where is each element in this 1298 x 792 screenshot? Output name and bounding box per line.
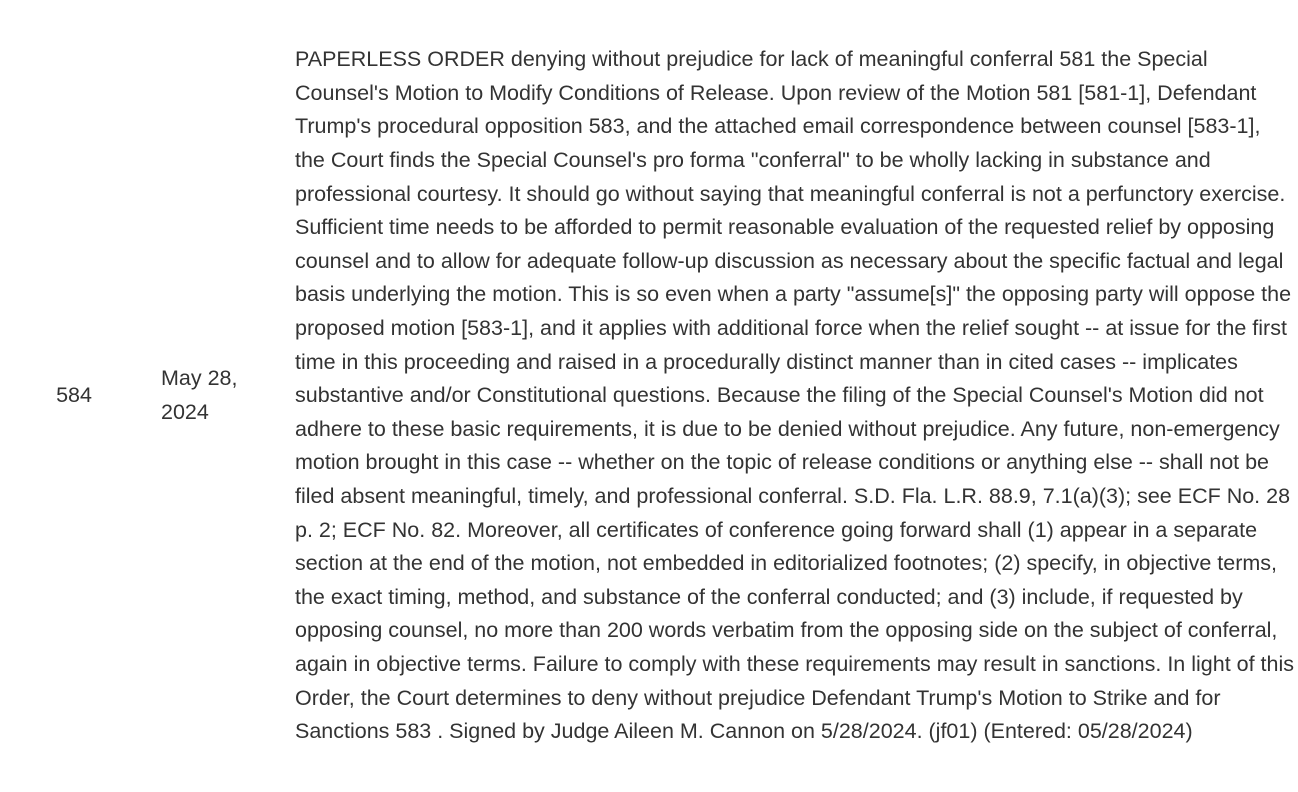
docket-entry-date: May 28, 2024 [161,366,238,424]
docket-entry-description: PAPERLESS ORDER denying without prejudice for lack of meaningful conferral 581 the Special Counsel's Motion to Modify Conditions of Release. Upon review of the Motion 581 [581-1], Defendant Trump's procedural opposition 583, and the attached email correspondence between counsel [583-1], the Court finds the Special Counsel's pro forma "conferral" to be wholly lacking in substance and professional courtesy. It should go without saying that meaningful conferral is not a perfunctory exercise. Sufficient time needs to be afforded to permit reasonable evaluation of the requested relief by opposing counsel and to allow for adequate follow-up discussion as necessary about the specific factual and legal basis underlying the motion. This is so even when a party "assume[s]" the opposing party will oppose the proposed motion [583-1], and it applies with additional force when the relief sought -- at issue for the first time in this proceeding and raised in a procedurally distinct manner than in cited cases -- implicates substantive and/or Constitutional questions. Because the filing of the Special Counsel's Motion did not adhere to these basic requirements, it is due to be denied without prejudice. Any future, non-emergency motion brought in this case -- whether on the topic of release conditions or anything else -- shall not be filed absent meaningful, timely, and professional conferral. S.D. Fla. L.R. 88.9, 7.1(a)(3); see ECF No. 28 p. 2; ECF No. 82. Moreover, all certificates of conference going forward shall (1) appear in a separate section at the end of the motion, not embedded in editorialized footnotes; (2) specify, in objective terms, the exact timing, method, and substance of the conferral conducted; and (3) include, if requested by opposing counsel, no more than 200 words verbatim from the opposing side on the subject of conferral, again in objective terms. Failure to comply with these requirements may result in sanctions. In light of this Order, the Court determines to deny without prejudice Defendant Trump's Motion to Strike and for Sanctions 583 . Signed by Judge Aileen M. Cannon on 5/28/2024. (jf01) (Entered: 05/28/2024) [295,47,1295,744]
docket-entry-number: 584 [56,383,92,408]
